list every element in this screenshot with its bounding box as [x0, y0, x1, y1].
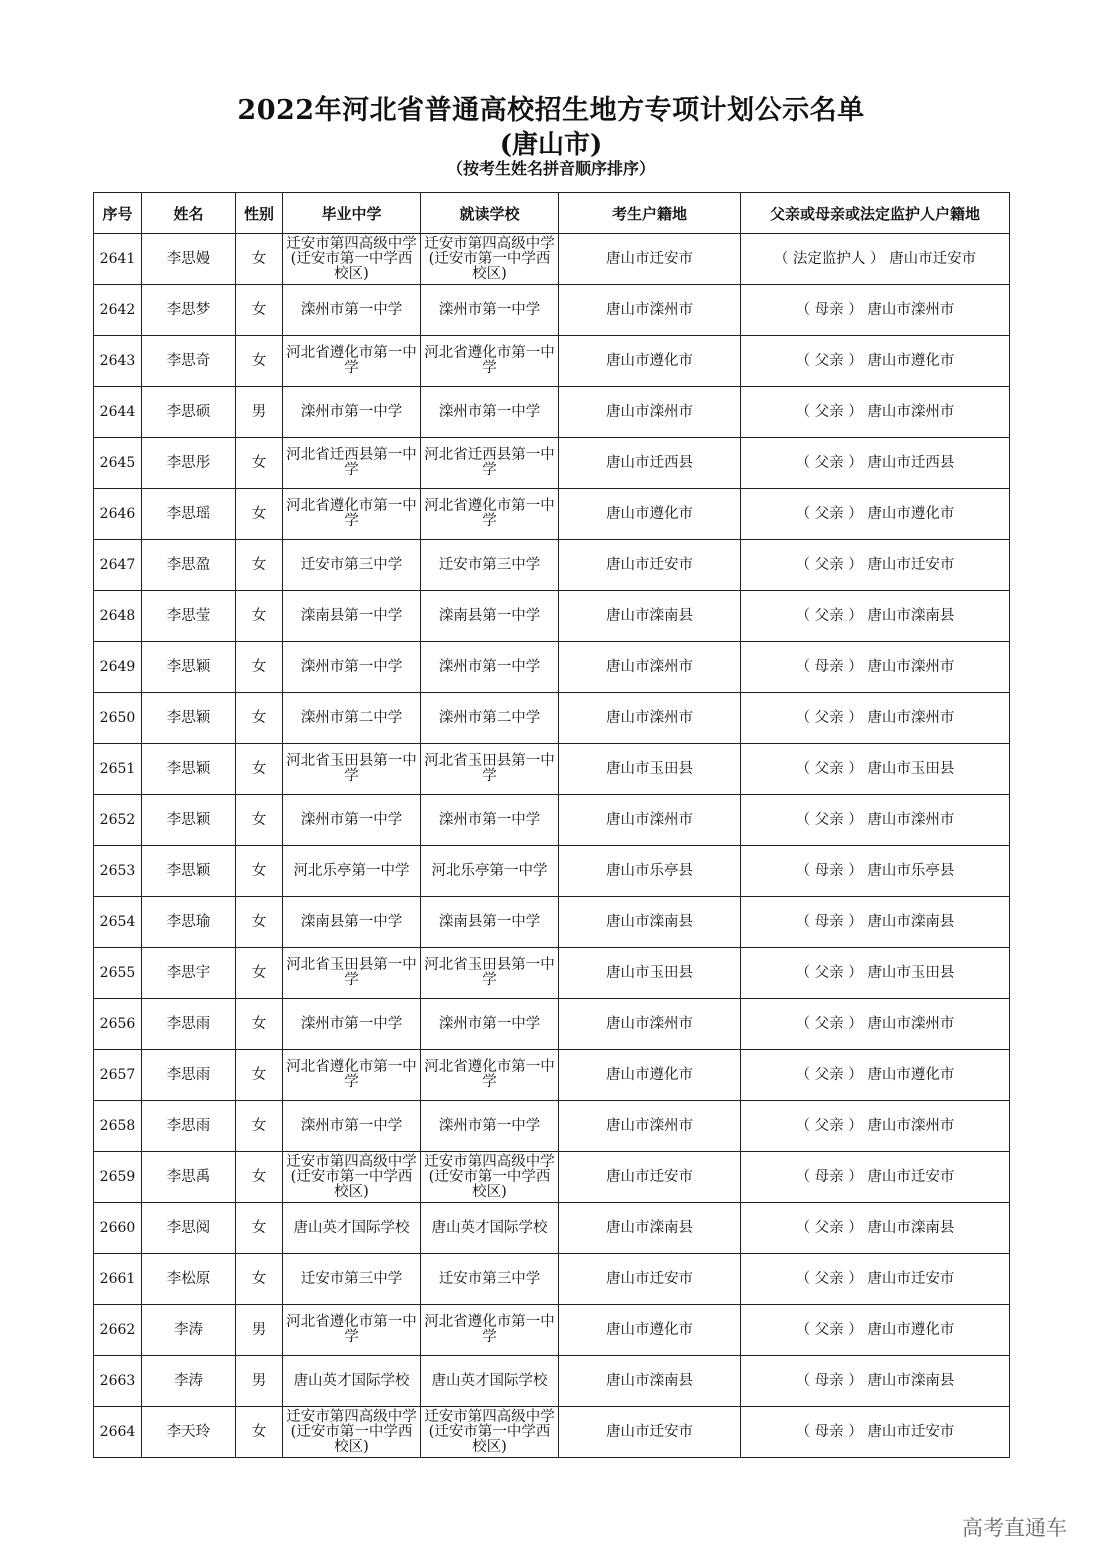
cell-name: 李思颖 — [142, 846, 236, 897]
roster-table — [93, 192, 1010, 1458]
cell-seq: 2662 — [94, 1305, 142, 1356]
cell-guardian-residence: （ 法定监护人 ） 唐山市迁安市 — [741, 234, 1010, 285]
table-row — [94, 948, 1010, 999]
cell-current-school: 迁安市第三中学 — [421, 1254, 559, 1305]
table-row — [94, 591, 1010, 642]
cell-current-school: 唐山英才国际学校 — [421, 1356, 559, 1407]
cell-seq: 2651 — [94, 744, 142, 795]
cell-gender: 女 — [236, 438, 283, 489]
cell-guardian-residence: （ 父亲 ） 唐山市遵化市 — [741, 489, 1010, 540]
header-seq: 序号 — [94, 193, 142, 234]
header-gender: 性别 — [236, 193, 283, 234]
cell-grad-school: 滦州市第一中学 — [283, 387, 421, 438]
cell-name: 李思颖 — [142, 795, 236, 846]
watermark: 高考直通车 — [962, 1516, 1067, 1540]
cell-seq: 2663 — [94, 1356, 142, 1407]
cell-grad-school: 河北省玉田县第一中学 — [283, 948, 421, 999]
table-row — [94, 642, 1010, 693]
cell-name: 李思瑜 — [142, 897, 236, 948]
cell-residence: 唐山市滦州市 — [559, 642, 741, 693]
cell-current-school: 迁安市第四高级中学(迁安市第一中学西校区) — [421, 1152, 559, 1203]
cell-grad-school: 滦州市第一中学 — [283, 999, 421, 1050]
cell-gender: 女 — [236, 693, 283, 744]
cell-name: 李思莹 — [142, 591, 236, 642]
cell-guardian-residence: （ 母亲 ） 唐山市迁安市 — [741, 1152, 1010, 1203]
cell-seq: 2646 — [94, 489, 142, 540]
cell-grad-school: 迁安市第四高级中学(迁安市第一中学西校区) — [283, 234, 421, 285]
cell-guardian-residence: （ 母亲 ） 唐山市滦州市 — [741, 285, 1010, 336]
cell-grad-school: 滦南县第一中学 — [283, 591, 421, 642]
cell-gender: 女 — [236, 540, 283, 591]
cell-guardian-residence: （ 父亲 ） 唐山市遵化市 — [741, 336, 1010, 387]
cell-gender: 女 — [236, 948, 283, 999]
cell-seq: 2653 — [94, 846, 142, 897]
cell-name: 李思嫚 — [142, 234, 236, 285]
cell-current-school: 唐山英才国际学校 — [421, 1203, 559, 1254]
cell-residence: 唐山市滦州市 — [559, 693, 741, 744]
cell-residence: 唐山市滦南县 — [559, 591, 741, 642]
cell-guardian-residence: （ 父亲 ） 唐山市滦州市 — [741, 1101, 1010, 1152]
table-row — [94, 540, 1010, 591]
cell-current-school: 滦州市第一中学 — [421, 285, 559, 336]
cell-residence: 唐山市遵化市 — [559, 1305, 741, 1356]
table-row — [94, 897, 1010, 948]
cell-residence: 唐山市滦南县 — [559, 1203, 741, 1254]
cell-name: 李天玲 — [142, 1407, 236, 1458]
table-row — [94, 846, 1010, 897]
table-row — [94, 438, 1010, 489]
cell-residence: 唐山市迁安市 — [559, 1407, 741, 1458]
cell-guardian-residence: （ 父亲 ） 唐山市滦州市 — [741, 999, 1010, 1050]
cell-residence: 唐山市滦南县 — [559, 897, 741, 948]
table-row — [94, 1356, 1010, 1407]
cell-residence: 唐山市迁安市 — [559, 1254, 741, 1305]
cell-name: 李思瑶 — [142, 489, 236, 540]
cell-gender: 女 — [236, 897, 283, 948]
cell-current-school: 河北省玉田县第一中学 — [421, 744, 559, 795]
cell-grad-school: 滦南县第一中学 — [283, 897, 421, 948]
cell-guardian-residence: （ 母亲 ） 唐山市滦州市 — [741, 642, 1010, 693]
header-name: 姓名 — [142, 193, 236, 234]
city-subtitle: (唐山市) — [499, 130, 603, 160]
cell-name: 李思硕 — [142, 387, 236, 438]
table-row — [94, 1407, 1010, 1458]
cell-residence: 唐山市滦州市 — [559, 1101, 741, 1152]
cell-guardian-residence: （ 父亲 ） 唐山市滦南县 — [741, 1203, 1010, 1254]
cell-current-school: 河北乐亭第一中学 — [421, 846, 559, 897]
cell-gender: 女 — [236, 1254, 283, 1305]
cell-seq: 2659 — [94, 1152, 142, 1203]
cell-gender: 女 — [236, 489, 283, 540]
table-row — [94, 234, 1010, 285]
cell-seq: 2649 — [94, 642, 142, 693]
cell-seq: 2652 — [94, 795, 142, 846]
cell-grad-school: 河北乐亭第一中学 — [283, 846, 421, 897]
cell-name: 李思盈 — [142, 540, 236, 591]
cell-current-school: 河北省遵化市第一中学 — [421, 336, 559, 387]
cell-guardian-residence: （ 母亲 ） 唐山市滦南县 — [741, 1356, 1010, 1407]
cell-guardian-residence: （ 父亲 ） 唐山市迁安市 — [741, 540, 1010, 591]
cell-seq: 2661 — [94, 1254, 142, 1305]
cell-current-school: 河北省遵化市第一中学 — [421, 1305, 559, 1356]
cell-name: 李思颖 — [142, 693, 236, 744]
cell-gender: 女 — [236, 1203, 283, 1254]
cell-gender: 女 — [236, 999, 283, 1050]
table-row — [94, 1152, 1010, 1203]
cell-name: 李思宇 — [142, 948, 236, 999]
cell-seq: 2654 — [94, 897, 142, 948]
cell-gender: 女 — [236, 336, 283, 387]
table-row — [94, 693, 1010, 744]
cell-name: 李思彤 — [142, 438, 236, 489]
cell-residence: 唐山市滦州市 — [559, 795, 741, 846]
cell-grad-school: 滦州市第一中学 — [283, 795, 421, 846]
cell-gender: 女 — [236, 1152, 283, 1203]
cell-current-school: 滦州市第一中学 — [421, 642, 559, 693]
table-row — [94, 795, 1010, 846]
cell-current-school: 滦州市第二中学 — [421, 693, 559, 744]
cell-seq: 2657 — [94, 1050, 142, 1101]
cell-seq: 2658 — [94, 1101, 142, 1152]
table-row — [94, 387, 1010, 438]
cell-name: 李思梦 — [142, 285, 236, 336]
table-row — [94, 1050, 1010, 1101]
cell-seq: 2641 — [94, 234, 142, 285]
cell-current-school: 河北省遵化市第一中学 — [421, 1050, 559, 1101]
table-row — [94, 744, 1010, 795]
cell-current-school: 滦南县第一中学 — [421, 897, 559, 948]
cell-grad-school: 迁安市第三中学 — [283, 540, 421, 591]
cell-residence: 唐山市迁西县 — [559, 438, 741, 489]
header-grad-school: 毕业中学 — [283, 193, 421, 234]
table-row — [94, 1203, 1010, 1254]
cell-current-school: 河北省玉田县第一中学 — [421, 948, 559, 999]
cell-seq: 2650 — [94, 693, 142, 744]
table-row — [94, 1305, 1010, 1356]
document-title: 2022年河北省普通高校招生地方专项计划公示名单 — [237, 95, 865, 126]
cell-name: 李思雨 — [142, 1101, 236, 1152]
cell-guardian-residence: （ 母亲 ） 唐山市乐亭县 — [741, 846, 1010, 897]
cell-gender: 男 — [236, 387, 283, 438]
cell-grad-school: 河北省遵化市第一中学 — [283, 1050, 421, 1101]
cell-grad-school: 迁安市第四高级中学(迁安市第一中学西校区) — [283, 1152, 421, 1203]
cell-seq: 2664 — [94, 1407, 142, 1458]
cell-gender: 女 — [236, 1050, 283, 1101]
cell-current-school: 滦州市第一中学 — [421, 795, 559, 846]
cell-name: 李思雨 — [142, 1050, 236, 1101]
cell-gender: 女 — [236, 1407, 283, 1458]
cell-seq: 2655 — [94, 948, 142, 999]
cell-name: 李思奇 — [142, 336, 236, 387]
cell-name: 李思阅 — [142, 1203, 236, 1254]
header-current-school: 就读学校 — [421, 193, 559, 234]
cell-gender: 男 — [236, 1305, 283, 1356]
cell-guardian-residence: （ 父亲 ） 唐山市迁西县 — [741, 438, 1010, 489]
cell-guardian-residence: （ 父亲 ） 唐山市遵化市 — [741, 1050, 1010, 1101]
cell-current-school: 滦州市第一中学 — [421, 1101, 559, 1152]
table-header-row — [94, 193, 1010, 234]
cell-grad-school: 迁安市第四高级中学(迁安市第一中学西校区) — [283, 1407, 421, 1458]
cell-gender: 女 — [236, 1101, 283, 1152]
cell-seq: 2648 — [94, 591, 142, 642]
cell-seq: 2647 — [94, 540, 142, 591]
cell-seq: 2643 — [94, 336, 142, 387]
header-residence: 考生户籍地 — [559, 193, 741, 234]
cell-grad-school: 唐山英才国际学校 — [283, 1356, 421, 1407]
cell-residence: 唐山市迁安市 — [559, 234, 741, 285]
cell-grad-school: 滦州市第一中学 — [283, 285, 421, 336]
cell-residence: 唐山市遵化市 — [559, 336, 741, 387]
cell-residence: 唐山市滦南县 — [559, 1356, 741, 1407]
cell-residence: 唐山市滦州市 — [559, 387, 741, 438]
cell-guardian-residence: （ 父亲 ） 唐山市滦州市 — [741, 795, 1010, 846]
sort-note: （按考生姓名拼音顺序排序） — [446, 159, 655, 178]
cell-guardian-residence: （ 父亲 ） 唐山市滦州市 — [741, 693, 1010, 744]
cell-residence: 唐山市滦州市 — [559, 999, 741, 1050]
cell-gender: 女 — [236, 234, 283, 285]
cell-name: 李涛 — [142, 1305, 236, 1356]
cell-current-school: 迁安市第三中学 — [421, 540, 559, 591]
table-row — [94, 1101, 1010, 1152]
cell-seq: 2644 — [94, 387, 142, 438]
cell-name: 李松原 — [142, 1254, 236, 1305]
cell-grad-school: 唐山英才国际学校 — [283, 1203, 421, 1254]
cell-name: 李思颖 — [142, 744, 236, 795]
cell-current-school: 河北省遵化市第一中学 — [421, 489, 559, 540]
cell-residence: 唐山市迁安市 — [559, 1152, 741, 1203]
cell-guardian-residence: （ 父亲 ） 唐山市玉田县 — [741, 948, 1010, 999]
cell-grad-school: 河北省遵化市第一中学 — [283, 1305, 421, 1356]
cell-gender: 女 — [236, 591, 283, 642]
cell-residence: 唐山市遵化市 — [559, 489, 741, 540]
cell-current-school: 迁安市第四高级中学(迁安市第一中学西校区) — [421, 1407, 559, 1458]
table-row — [94, 489, 1010, 540]
cell-gender: 女 — [236, 285, 283, 336]
table-row — [94, 1254, 1010, 1305]
cell-gender: 男 — [236, 1356, 283, 1407]
table-row — [94, 999, 1010, 1050]
cell-name: 李涛 — [142, 1356, 236, 1407]
cell-guardian-residence: （ 父亲 ） 唐山市迁安市 — [741, 1254, 1010, 1305]
table-row — [94, 285, 1010, 336]
cell-grad-school: 河北省玉田县第一中学 — [283, 744, 421, 795]
cell-residence: 唐山市迁安市 — [559, 540, 741, 591]
cell-grad-school: 滦州市第一中学 — [283, 1101, 421, 1152]
cell-guardian-residence: （ 父亲 ） 唐山市滦南县 — [741, 591, 1010, 642]
cell-grad-school: 滦州市第一中学 — [283, 642, 421, 693]
cell-guardian-residence: （ 父亲 ） 唐山市玉田县 — [741, 744, 1010, 795]
table-body — [94, 234, 1010, 1458]
cell-grad-school: 河北省遵化市第一中学 — [283, 489, 421, 540]
cell-name: 李思雨 — [142, 999, 236, 1050]
cell-guardian-residence: （ 父亲 ） 唐山市遵化市 — [741, 1305, 1010, 1356]
table-row — [94, 336, 1010, 387]
cell-current-school: 滦州市第一中学 — [421, 999, 559, 1050]
cell-residence: 唐山市滦州市 — [559, 285, 741, 336]
cell-current-school: 迁安市第四高级中学(迁安市第一中学西校区) — [421, 234, 559, 285]
cell-residence: 唐山市遵化市 — [559, 1050, 741, 1101]
cell-grad-school: 迁安市第三中学 — [283, 1254, 421, 1305]
cell-current-school: 滦南县第一中学 — [421, 591, 559, 642]
cell-gender: 女 — [236, 795, 283, 846]
cell-name: 李思禹 — [142, 1152, 236, 1203]
cell-grad-school: 河北省遵化市第一中学 — [283, 336, 421, 387]
cell-grad-school: 滦州市第二中学 — [283, 693, 421, 744]
header-guardian-residence: 父亲或母亲或法定监护人户籍地 — [741, 193, 1010, 234]
cell-residence: 唐山市玉田县 — [559, 948, 741, 999]
cell-seq: 2645 — [94, 438, 142, 489]
cell-residence: 唐山市玉田县 — [559, 744, 741, 795]
cell-gender: 女 — [236, 642, 283, 693]
cell-residence: 唐山市乐亭县 — [559, 846, 741, 897]
cell-seq: 2656 — [94, 999, 142, 1050]
cell-grad-school: 河北省迁西县第一中学 — [283, 438, 421, 489]
cell-current-school: 河北省迁西县第一中学 — [421, 438, 559, 489]
cell-guardian-residence: （ 母亲 ） 唐山市迁安市 — [741, 1407, 1010, 1458]
cell-gender: 女 — [236, 846, 283, 897]
cell-name: 李思颖 — [142, 642, 236, 693]
cell-gender: 女 — [236, 744, 283, 795]
cell-current-school: 滦州市第一中学 — [421, 387, 559, 438]
cell-seq: 2660 — [94, 1203, 142, 1254]
cell-seq: 2642 — [94, 285, 142, 336]
cell-guardian-residence: （ 母亲 ） 唐山市滦南县 — [741, 897, 1010, 948]
cell-guardian-residence: （ 父亲 ） 唐山市滦州市 — [741, 387, 1010, 438]
